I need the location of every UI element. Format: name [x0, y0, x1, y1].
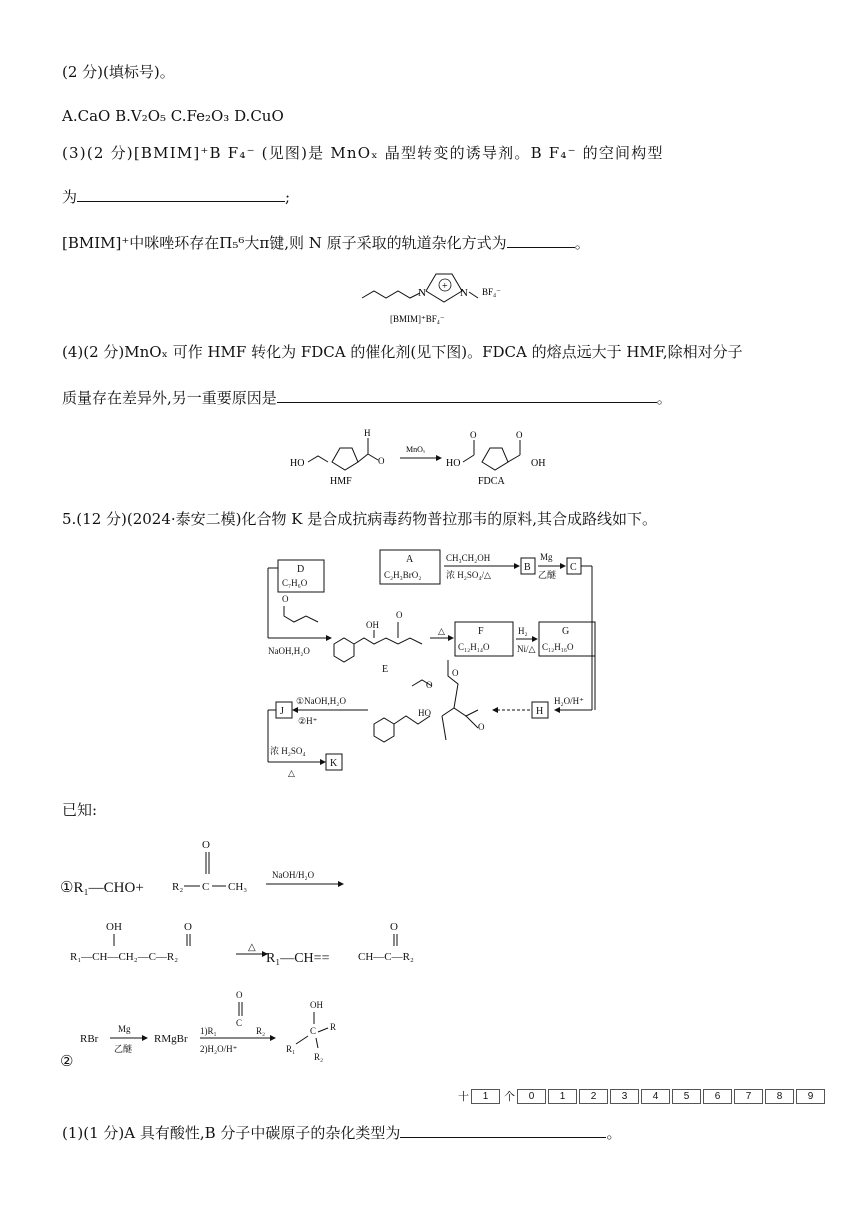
- q3-prompt: (3)(2 分)[BMIM]⁺B F₄⁻ (见图)是 MnOₓ 晶型转变的诱导剂。B F₄⁻ 的空间构型: [62, 144, 664, 162]
- score-digit-box[interactable]: 1: [548, 1089, 577, 1104]
- bmim-structure-figure: [358, 264, 508, 326]
- score-marking-strip: [458, 1088, 827, 1104]
- svg-text:NaOH,H₂O: NaOH,H₂O: [268, 646, 310, 656]
- score-ten-box[interactable]: 1: [471, 1089, 500, 1104]
- svg-text:OH: OH: [366, 620, 379, 630]
- svg-text:Mg: Mg: [540, 552, 553, 562]
- svg-text:R₂: R₂: [172, 881, 184, 893]
- bf4-anion-label: BF₄⁻: [482, 287, 501, 297]
- svg-text:C₂H₃BrO₂: C₂H₃BrO₂: [384, 570, 422, 580]
- svg-text:CH—C—R₂: CH—C—R₂: [358, 951, 414, 963]
- svg-text:C₁₂H₁₄O: C₁₂H₁₄O: [458, 642, 490, 652]
- node-d: D: [297, 564, 305, 575]
- svg-text:1)R₁: 1)R₁: [200, 1026, 217, 1036]
- answer-blank[interactable]: [77, 187, 285, 202]
- svg-text:H₂O/H⁺: H₂O/H⁺: [554, 696, 584, 706]
- svg-text:浓 H₂SO₄: 浓 H₂SO₄: [270, 746, 306, 756]
- svg-text:O: O: [236, 990, 243, 1000]
- synthesis-route-figure: [262, 544, 602, 780]
- svg-text:O: O: [202, 839, 210, 851]
- svg-text:CH₃CH₂OH: CH₃CH₂OH: [446, 553, 491, 563]
- svg-text:乙醚: 乙醚: [114, 1044, 133, 1054]
- svg-text:HO: HO: [446, 458, 461, 469]
- svg-text:R: R: [330, 1022, 337, 1032]
- q5-sub1-text: (1)(1 分)A 具有酸性,B 分子中碳原子的杂化类型为: [62, 1124, 401, 1142]
- svg-text:Mg: Mg: [118, 1024, 131, 1034]
- svg-text:OH: OH: [310, 1000, 323, 1010]
- svg-text:OH: OH: [106, 921, 122, 933]
- svg-text:R₂: R₂: [314, 1052, 324, 1062]
- q3-answer-suffix: ;: [285, 188, 291, 206]
- q4-line2-text: 质量存在差异外,另一重要原因是: [62, 389, 277, 407]
- svg-text:CH₃: CH₃: [228, 881, 248, 893]
- svg-text:O: O: [478, 722, 485, 732]
- score-digit-box[interactable]: 7: [734, 1089, 763, 1104]
- score-digit-box[interactable]: 3: [610, 1089, 639, 1104]
- svg-text:N: N: [418, 287, 426, 299]
- score-digit-box[interactable]: 5: [672, 1089, 701, 1104]
- svg-text:O: O: [470, 430, 477, 440]
- svg-text:△: △: [288, 768, 295, 778]
- svg-text:O: O: [378, 456, 385, 466]
- svg-text:R₂: R₂: [256, 1026, 266, 1036]
- score-digit-box[interactable]: 0: [517, 1089, 546, 1104]
- svg-text:H₂: H₂: [518, 626, 528, 636]
- svg-text:②: ②: [60, 1054, 74, 1070]
- svg-text:C₇H₆O: C₇H₆O: [282, 578, 308, 588]
- node-j: J: [280, 706, 284, 717]
- svg-text:O: O: [390, 921, 398, 933]
- node-g: G: [562, 626, 570, 637]
- node-b: B: [524, 562, 531, 573]
- q3-answer-line: [62, 187, 290, 207]
- q2-tail: (2 分)(填标号)。: [62, 63, 175, 81]
- svg-text:△: △: [248, 942, 256, 953]
- q3-line2-suffix: 。: [574, 234, 590, 252]
- svg-text:HO: HO: [290, 458, 305, 469]
- svg-text:O: O: [282, 594, 289, 604]
- q4-answer-line: [62, 388, 672, 408]
- svg-text:O: O: [516, 430, 523, 440]
- hmf-label: HMF: [330, 476, 352, 487]
- svg-text:NaOH/H₂O: NaOH/H₂O: [272, 870, 315, 880]
- bmim-figure-caption: [BMIM]⁺BF₄⁻: [390, 314, 445, 324]
- node-a: A: [406, 554, 414, 565]
- svg-text:OH: OH: [531, 458, 546, 469]
- score-unit-label: 个: [504, 1090, 515, 1103]
- svg-text:①R₁—CHO+: ①R₁—CHO+: [60, 880, 144, 896]
- known-reaction-1: [60, 838, 460, 970]
- svg-text:RMgBr: RMgBr: [154, 1033, 188, 1045]
- svg-text:△: △: [438, 626, 445, 636]
- q4-prompt: (4)(2 分)MnOₓ 可作 HMF 转化为 FDCA 的催化剂(见下图)。FDCA 的熔点远大于 HMF,除相对分子: [62, 343, 743, 361]
- node-c: C: [570, 562, 577, 573]
- svg-text:乙醚: 乙醚: [538, 570, 557, 580]
- svg-text:C₁₂H₁₆O: C₁₂H₁₆O: [542, 642, 574, 652]
- svg-text:浓 H₂SO₄/△: 浓 H₂SO₄/△: [446, 570, 491, 580]
- svg-text:RBr: RBr: [80, 1033, 99, 1045]
- svg-text:HO: HO: [418, 708, 431, 718]
- svg-text:C: C: [236, 1018, 243, 1028]
- score-digit-box[interactable]: 8: [765, 1089, 794, 1104]
- q5-sub1-suffix: 。: [606, 1124, 622, 1142]
- node-k: K: [330, 758, 338, 769]
- answer-blank[interactable]: [400, 1123, 606, 1138]
- svg-text:O: O: [426, 680, 433, 690]
- svg-text:O: O: [452, 668, 459, 678]
- q5-prompt: 5.(12 分)(2024·泰安二模)化合物 K 是合成抗病毒药物普拉那韦的原料,其合成路线如下。: [62, 510, 658, 528]
- svg-text:C: C: [202, 881, 210, 893]
- svg-text:O: O: [396, 610, 403, 620]
- answer-blank[interactable]: [277, 388, 657, 403]
- score-ten-label: 十: [458, 1090, 469, 1103]
- svg-text:O: O: [184, 921, 192, 933]
- q4-line2-suffix: 。: [656, 389, 672, 407]
- mnox-arrow-label: MnOₓ: [406, 445, 426, 454]
- score-digit-box[interactable]: 2: [579, 1089, 608, 1104]
- q3-answer-prefix: 为: [62, 188, 78, 206]
- svg-text:C: C: [310, 1026, 317, 1036]
- answer-blank[interactable]: [507, 233, 575, 248]
- score-digit-box[interactable]: 4: [641, 1089, 670, 1104]
- score-digit-box[interactable]: 9: [796, 1089, 825, 1104]
- svg-text:H: H: [364, 428, 371, 438]
- answer-options: A.CaO B.V₂O₅ C.Fe₂O₃ D.CuO: [62, 107, 284, 125]
- svg-text:R₁—CH==: R₁—CH==: [266, 951, 330, 966]
- q5-sub1-line: [62, 1123, 621, 1143]
- svg-text:2)H₂O/H⁺: 2)H₂O/H⁺: [200, 1044, 238, 1054]
- svg-text:①NaOH,H₂O: ①NaOH,H₂O: [296, 696, 346, 706]
- known-label: 已知:: [62, 801, 98, 819]
- node-f: F: [478, 626, 484, 637]
- fdca-label: FDCA: [478, 476, 505, 487]
- svg-text:+: +: [442, 281, 448, 292]
- svg-text:②H⁺: ②H⁺: [298, 716, 318, 726]
- score-digit-box[interactable]: 6: [703, 1089, 732, 1104]
- node-h: H: [536, 706, 544, 717]
- known-reaction-2: [60, 986, 380, 1072]
- node-e: E: [382, 664, 389, 675]
- svg-text:R₁—CH—CH₂—C—R₂: R₁—CH—CH₂—C—R₂: [70, 951, 179, 963]
- svg-text:R₁: R₁: [286, 1044, 296, 1054]
- svg-text:Ni/△: Ni/△: [517, 644, 536, 654]
- q3-hybridization-line: [62, 233, 590, 253]
- q3-line2-text: [BMIM]⁺中咪唑环存在Π₅⁶大π键,则 N 原子采取的轨道杂化方式为: [62, 234, 507, 252]
- svg-text:N: N: [460, 287, 468, 299]
- hmf-fdca-figure: [288, 422, 578, 488]
